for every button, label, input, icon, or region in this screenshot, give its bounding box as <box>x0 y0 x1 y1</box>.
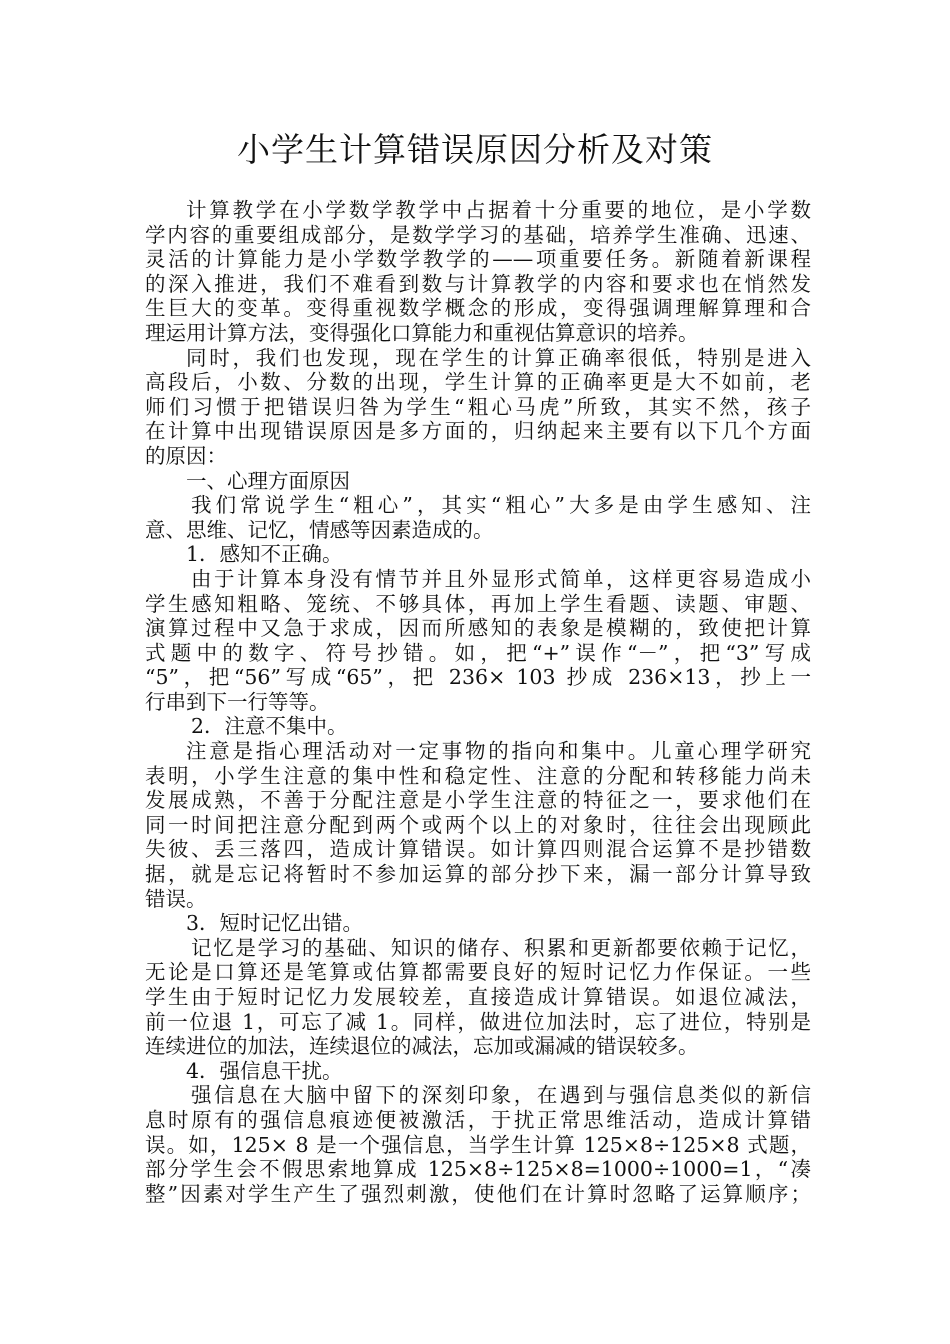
text-line: 我们常说学生“粗心”，其实“粗心”大多是由学生感知、注 <box>191 493 811 518</box>
section-heading: 一、心理方面原因 <box>186 468 350 493</box>
text-line: 前一位退 1，可忘了减 1。同样，做进位加法时，忘了进位，特别是 <box>145 1009 811 1034</box>
text-line: 错误。 <box>145 886 207 911</box>
text-line: 息时原有的强信息痕迹便被激活，于扰正常思维活动，造成计算错 <box>145 1107 811 1132</box>
text-line: 失彼、丢三落四，造成计算错误。如计算四则混合运算不是抄错数 <box>145 837 811 862</box>
text-line: 灵活的计算能力是小学数学教学的——项重要任务。新随着新课程 <box>145 247 811 272</box>
text-line: 学内容的重要组成部分，是数学学习的基础，培养学生准确、迅速、 <box>145 222 811 247</box>
subsection-heading: 4．强信息干扰。 <box>186 1058 343 1083</box>
text-line: 高段后，小数、分数的出现，学生计算的正确率更是大不如前，老 <box>145 370 811 395</box>
text-line: 学生感知粗略、笼统、不够具体，再加上学生看题、读题、审题、 <box>145 591 811 616</box>
text-line: 无论是口算还是笔算或估算都需要良好的短时记忆力作保证。一些 <box>145 960 811 985</box>
subsection-heading: 3．短时记忆出错。 <box>186 911 364 936</box>
text-line: 的深入推进，我们不难看到数与计算教学的内容和要求也在悄然发 <box>145 271 811 296</box>
text-line: “5”，把“56”写成“65”，把 236× 103 抄成 236×13，抄上一 <box>145 665 811 690</box>
text-line: 注意是指心理活动对一定事物的指向和集中。儿童心理学研究 <box>186 739 811 764</box>
text-line: 记忆是学习的基础、知识的储存、积累和更新都要依赖于记忆， <box>191 935 811 960</box>
text-line: 同时，我们也发现，现在学生的计算正确率很低，特别是进入 <box>186 345 811 370</box>
text-line: 师们习惯于把错误归咎为学生“粗心马虎”所致，其实不然，孩子 <box>145 394 811 419</box>
text-line: 计算教学在小学数学教学中占据着十分重要的地位，是小学数 <box>186 198 811 222</box>
text-line: 表明，小学生注意的集中性和稳定性、注意的分配和转移能力尚未 <box>145 763 811 788</box>
text-line: 连续进位的加法，连续退位的减法，忘加或漏减的错误较多。 <box>145 1034 699 1059</box>
subsection-heading: 2．注意不集中。 <box>191 714 348 739</box>
text-line: 同一时间把注意分配到两个或两个以上的对象时，往往会出现顾此 <box>145 812 811 837</box>
text-line: 整”因素对学生产生了强烈刺激，使他们在计算时忽略了运算顺序； <box>145 1181 811 1206</box>
text-line: 理运用计算方法，变得强化口算能力和重视估算意识的培养。 <box>145 320 699 345</box>
text-line: 部分学生会不假思索地算成 125×8÷125×8=1000÷1000=1，“凑 <box>145 1157 811 1182</box>
text-line: 误。如，125× 8 是一个强信息，当学生计算 125×8÷125×8 式题， <box>145 1132 811 1157</box>
text-line: 在计算中出现错误原因是多方面的，归纳起来主要有以下几个方面 <box>145 419 811 444</box>
text-line: 强信息在大脑中留下的深刻印象，在遇到与强信息类似的新信 <box>191 1083 811 1108</box>
text-line: 学生由于短时记忆力发展较差，直接造成计算错误。如退位减法， <box>145 985 811 1009</box>
text-line: 生巨大的变革。变得重视数学概念的形成，变得强调理解算理和合 <box>145 296 811 321</box>
text-line: 的原因： <box>145 443 227 468</box>
subsection-heading: 1．感知不正确。 <box>186 542 343 567</box>
text-line: 式题中的数字、符号抄错。如，把“+”误作“－”，把“3”写成 <box>145 640 811 665</box>
text-line: 意、思维、记忆，情感等因素造成的。 <box>145 517 494 542</box>
text-line: 由于计算本身没有情节并且外显形式简单，这样更容易造成小 <box>191 566 811 591</box>
text-line: 据，就是忘记将暂时不参加运算的部分抄下来，漏一部分计算导致 <box>145 862 811 887</box>
document-body <box>145 198 811 1206</box>
text-line: 演算过程中又急于求成，因而所感知的表象是模糊的，致使把计算 <box>145 616 811 641</box>
document-title: 小学生计算错误原因分析及对策 <box>237 130 713 169</box>
text-line: 发展成熟，不善于分配注意是小学生注意的特征之一，要求他们在 <box>145 788 811 813</box>
text-line: 行串到下一行等等。 <box>145 689 330 714</box>
